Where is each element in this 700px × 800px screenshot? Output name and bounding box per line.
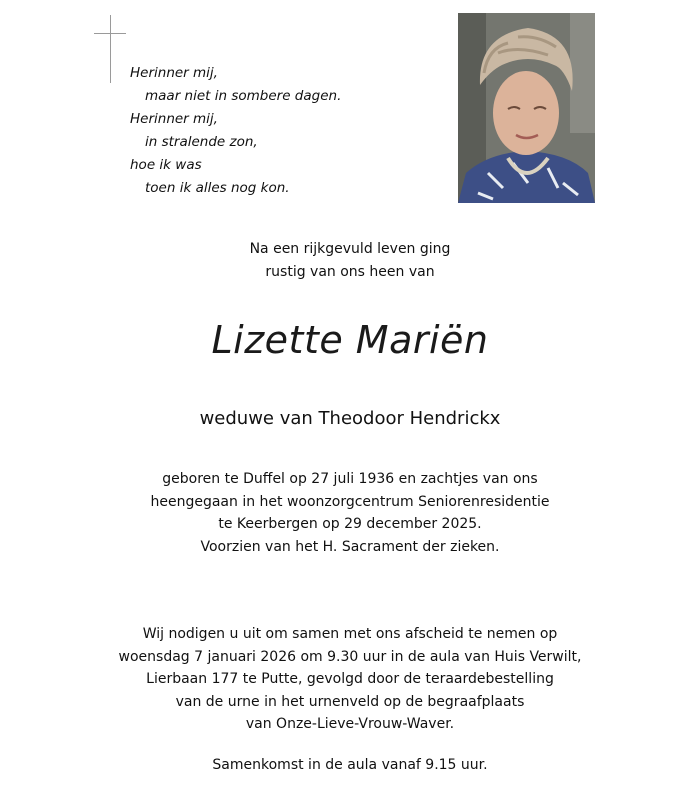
biography (0, 468, 700, 558)
ceremony-line: van de urne in het urnenveld op de begraafplaats (175, 693, 525, 710)
intro (0, 238, 700, 284)
poem-line: Herinner mij, (130, 111, 218, 127)
poem-line: toen ik alles nog kon. (145, 180, 290, 196)
spouse-line: weduwe van Theodoor Hendrickx (199, 408, 501, 429)
poem-line: Herinner mij, (130, 65, 218, 81)
deceased-name: Lizette Mariën (211, 318, 489, 362)
ceremony-info (0, 623, 700, 736)
intro-line: rustig van ons heen van (265, 264, 435, 280)
ceremony-line: van Onze-Lieve-Vrouw-Waver. (245, 716, 455, 732)
ceremony-line: woensdag 7 januari 2026 om 9.30 uur in de aula van Huis Verwilt, (118, 648, 582, 665)
poem-line: in stralende zon, (145, 134, 258, 150)
bio-line: geboren te Duffel op 27 juli 1936 en zachtjes van ons (162, 471, 538, 487)
intro-line: Na een rijkgevuld leven ging (249, 241, 451, 257)
gathering-info: Samenkomst in de aula vanaf 9.15 uur. (212, 757, 488, 773)
poem (130, 62, 341, 200)
poem-line: hoe ik was (130, 157, 202, 173)
portrait-photo (458, 13, 595, 203)
ceremony-line: Lierbaan 177 te Putte, gevolgd door de teraardebestelling (146, 671, 554, 687)
poem-line: maar niet in sombere dagen. (145, 88, 342, 104)
bio-line: Voorzien van het H. Sacrament der zieken. (200, 538, 500, 555)
bio-line: heengegaan in het woonzorgcentrum Seniorenresidentie (150, 493, 550, 510)
cross-icon (94, 15, 128, 85)
ceremony-line: Wij nodigen u uit om samen met ons afscheid te nemen op (142, 626, 558, 642)
bio-line: te Keerbergen op 29 december 2025. (218, 516, 482, 532)
